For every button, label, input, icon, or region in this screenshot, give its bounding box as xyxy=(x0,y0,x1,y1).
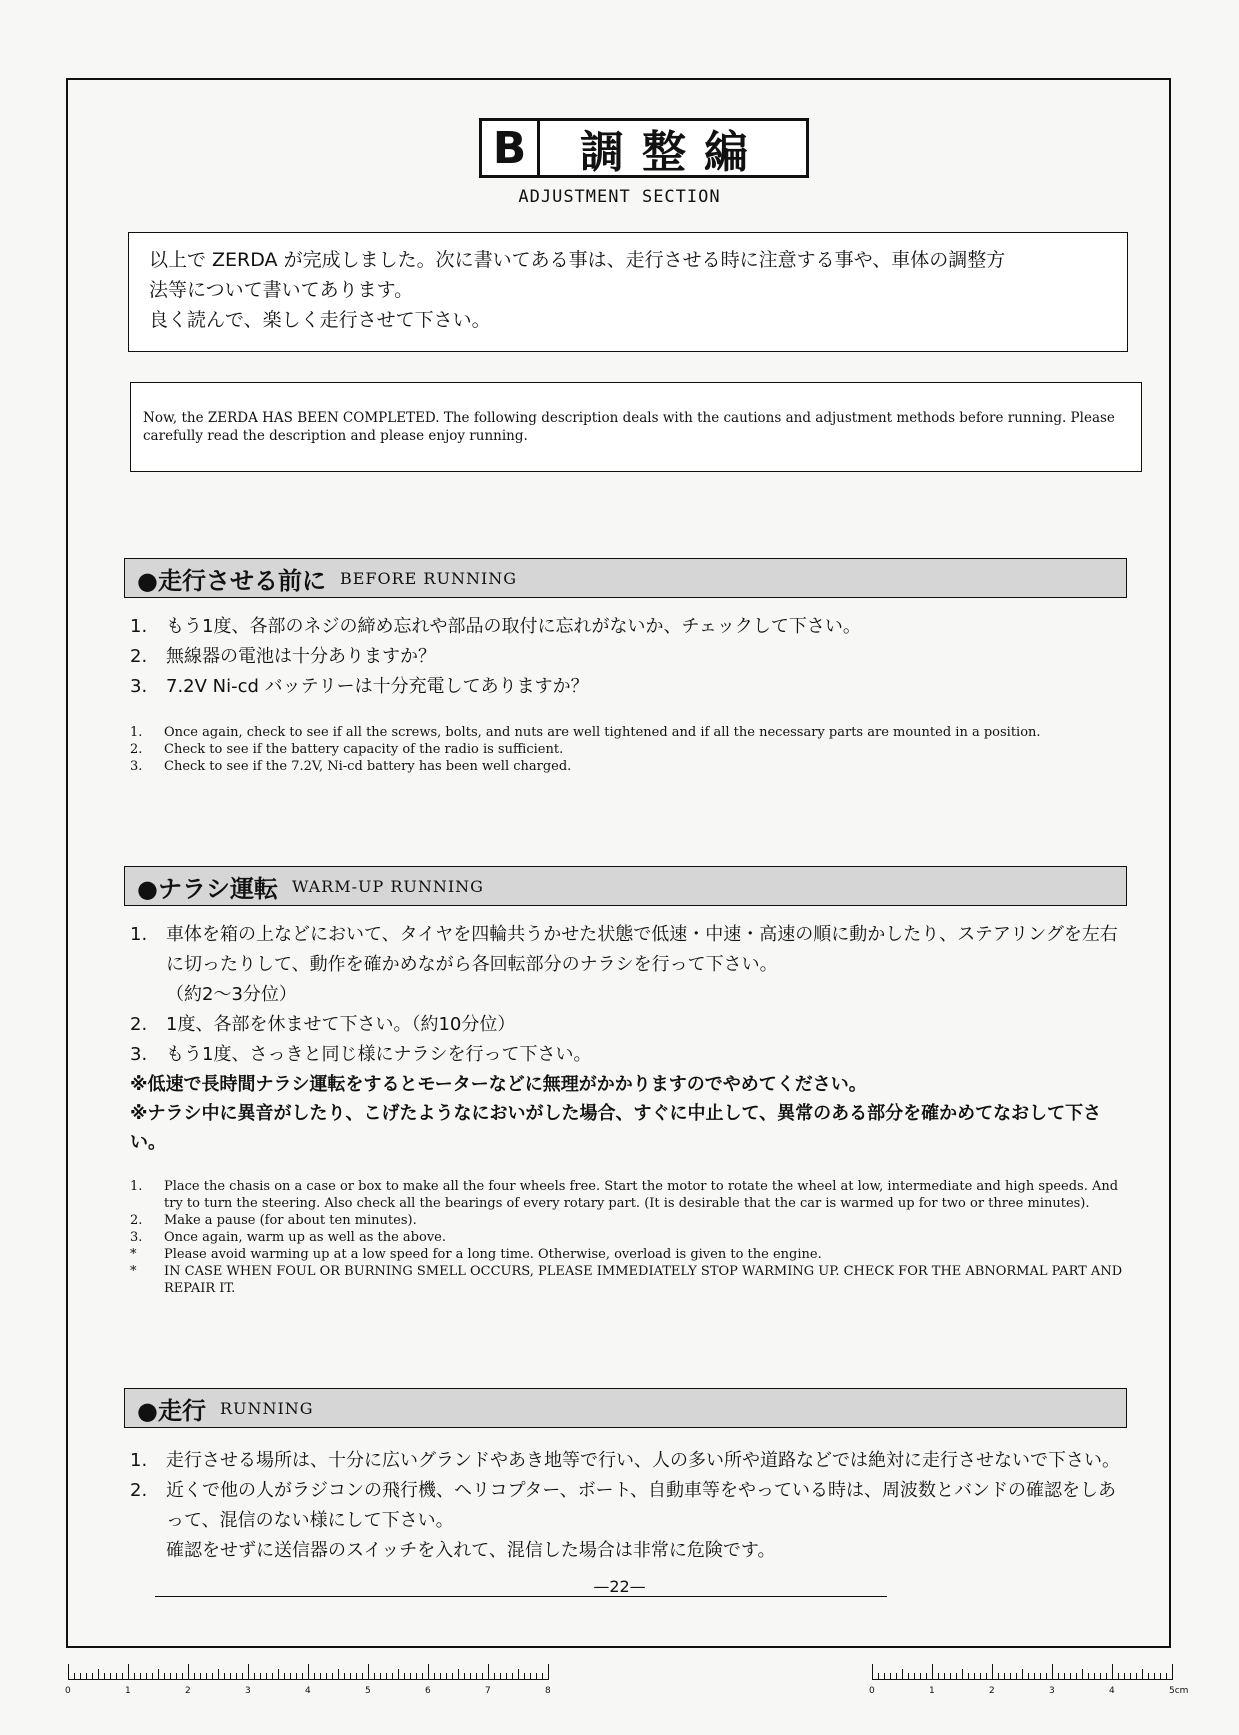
ruler-tick xyxy=(218,1669,219,1680)
list-item xyxy=(130,741,1130,758)
intro-jp-line: 良く読んで、楽しく走行させて下さい。 xyxy=(149,309,491,331)
ruler-tick xyxy=(380,1673,381,1680)
ruler-tick xyxy=(962,1669,963,1680)
ruler-tick xyxy=(1130,1673,1131,1680)
ruler-tick xyxy=(242,1673,243,1680)
section-header-jp: ●ナラシ運転 xyxy=(137,874,278,903)
ruler-label: 3 xyxy=(1049,1686,1055,1696)
ruler-tick xyxy=(512,1673,513,1680)
ruler-tick xyxy=(374,1673,375,1680)
ruler-tick xyxy=(422,1673,423,1680)
ruler-tick xyxy=(920,1673,921,1680)
section-header-en: WARM-UP RUNNING xyxy=(291,876,484,896)
ruler-right xyxy=(869,1660,1189,1696)
ruler-tick xyxy=(176,1673,177,1680)
ruler-tick xyxy=(74,1673,75,1680)
ruler-tick xyxy=(248,1664,249,1680)
item-number: 1. xyxy=(130,924,148,945)
ruler-label: 1 xyxy=(929,1686,935,1696)
ruler-tick xyxy=(488,1664,489,1680)
ruler-label: 6 xyxy=(425,1686,431,1696)
ruler-tick xyxy=(164,1673,165,1680)
item-number: 3. xyxy=(130,759,143,774)
ruler-tick xyxy=(308,1664,309,1680)
ruler-tick xyxy=(1112,1664,1113,1680)
ruler-tick xyxy=(542,1673,543,1680)
item-number: 1. xyxy=(130,616,148,637)
warm-up-jp-list xyxy=(130,920,1130,1157)
item-text: 7.2V Ni-cd バッテリーは十分充電してありますか？ xyxy=(166,676,589,697)
ruler-tick xyxy=(296,1673,297,1680)
ruler-tick xyxy=(500,1673,501,1680)
ruler-tick xyxy=(470,1673,471,1680)
intro-jp-box xyxy=(128,232,1128,352)
item-text: もう1度、さっきと同じ様にナラシを行って下さい。 xyxy=(166,1044,592,1065)
ruler-tick xyxy=(206,1673,207,1680)
ruler-tick xyxy=(260,1673,261,1680)
ruler-tick xyxy=(878,1673,879,1680)
ruler-tick xyxy=(98,1669,99,1680)
ruler-tick xyxy=(368,1664,369,1680)
ruler-tick xyxy=(908,1673,909,1680)
ruler-tick xyxy=(1082,1669,1083,1680)
ruler-tick xyxy=(290,1673,291,1680)
ruler-tick xyxy=(158,1669,159,1680)
item-text: 1度、各部を休ませて下さい。（約10分位） xyxy=(166,1014,516,1035)
list-item xyxy=(130,1263,1130,1297)
ruler-tick xyxy=(476,1673,477,1680)
ruler-tick xyxy=(230,1673,231,1680)
list-item xyxy=(130,1229,1130,1246)
ruler-tick xyxy=(950,1673,951,1680)
item-number: 1. xyxy=(130,1179,143,1194)
ruler-tick xyxy=(494,1673,495,1680)
ruler-tick xyxy=(956,1673,957,1680)
item-number: 2. xyxy=(130,1480,148,1501)
ruler-tick xyxy=(122,1673,123,1680)
list-item xyxy=(130,1476,1130,1536)
ruler-tick xyxy=(254,1673,255,1680)
section-header-en: BEFORE RUNNING xyxy=(339,568,518,588)
ruler-tick xyxy=(1064,1673,1065,1680)
ruler-tick xyxy=(464,1673,465,1680)
ruler-tick xyxy=(1136,1673,1137,1680)
item-text: Check to see if the battery capacity of the radio is sufficient. xyxy=(164,742,564,757)
warning-note: ※ナラシ中に異音がしたり、こげたようなにおいがした場合、すぐに中止して、異常のある部分を確かめてなおして下さい。 xyxy=(130,1103,1102,1153)
ruler-tick xyxy=(980,1673,981,1680)
section-header-running xyxy=(124,1388,1127,1428)
ruler-tick xyxy=(386,1673,387,1680)
ruler-tick xyxy=(170,1673,171,1680)
ruler-tick xyxy=(338,1669,339,1680)
intro-jp-line: 以上で ZERDA が完成しました。次に書いてある事は、走行させる時に注意する事や、車体の調整方 xyxy=(149,249,1006,271)
ruler-tick xyxy=(92,1673,93,1680)
item-text: 走行させる場所は、十分に広いグランドやあき地等で行い、人の多い所や道路などでは絶対に走行させないで下さい。 xyxy=(166,1450,1120,1471)
list-item xyxy=(130,612,1130,642)
ruler-tick xyxy=(314,1673,315,1680)
ruler-tick xyxy=(1052,1664,1053,1680)
list-item xyxy=(130,642,1130,672)
ruler-tick xyxy=(236,1673,237,1680)
section-subtitle: ADJUSTMENT SECTION xyxy=(518,187,721,207)
ruler-tick xyxy=(182,1673,183,1680)
item-number: 2. xyxy=(130,646,148,667)
ruler-tick xyxy=(446,1673,447,1680)
item-number: 2. xyxy=(130,1014,148,1035)
item-text: IN CASE WHEN FOUL OR BURNING SMELL OCCURS, PLEASE IMMEDIATELY STOP WARMING UP. CHECK FOR THE ABNORMAL PART AND REPAIR IT. xyxy=(164,1264,1123,1296)
ruler-tick xyxy=(326,1673,327,1680)
ruler-left xyxy=(65,1660,551,1696)
ruler-tick xyxy=(1046,1673,1047,1680)
ruler-tick xyxy=(266,1673,267,1680)
ruler-label: 0 xyxy=(869,1686,875,1696)
item-text: Once again, warm up as well as the above. xyxy=(164,1230,447,1245)
ruler-tick xyxy=(902,1669,903,1680)
list-item xyxy=(130,1178,1130,1212)
list-item xyxy=(130,1536,1130,1566)
item-text: 無線器の電池は十分ありますか？ xyxy=(166,646,436,667)
list-item xyxy=(130,980,1130,1010)
ruler-tick xyxy=(944,1673,945,1680)
ruler-tick xyxy=(1160,1673,1161,1680)
ruler-tick xyxy=(1034,1673,1035,1680)
item-text: 確認をせずに送信器のスイッチを入れて、混信した場合は非常に危険です。 xyxy=(166,1540,776,1561)
ruler-tick xyxy=(1106,1673,1107,1680)
page-number: —22— xyxy=(593,1577,646,1596)
item-number: 3. xyxy=(130,1230,143,1245)
ruler-tick xyxy=(188,1664,189,1680)
ruler-tick xyxy=(356,1673,357,1680)
ruler-tick xyxy=(200,1673,201,1680)
ruler-tick xyxy=(68,1664,69,1680)
ruler-tick xyxy=(968,1673,969,1680)
ruler-tick xyxy=(410,1673,411,1680)
item-text: もう1度、各部のネジの締め忘れや部品の取付に忘れがないか、チェックして下さい。 xyxy=(166,616,861,637)
item-number: * xyxy=(130,1264,137,1279)
ruler-tick xyxy=(1028,1673,1029,1680)
ruler-tick xyxy=(1010,1673,1011,1680)
ruler-tick xyxy=(1100,1673,1101,1680)
list-item xyxy=(130,1246,1130,1263)
list-item xyxy=(130,920,1130,980)
ruler-tick xyxy=(890,1673,891,1680)
section-header-en: RUNNING xyxy=(219,1398,314,1418)
ruler-tick xyxy=(1040,1673,1041,1680)
item-text: Once again, check to see if all the screws, bolts, and nuts are well tightened and if all the necessary parts are mounted in a position. xyxy=(164,725,1041,740)
ruler-tick xyxy=(1094,1673,1095,1680)
ruler-tick xyxy=(212,1673,213,1680)
ruler-tick xyxy=(404,1673,405,1680)
section-title-box xyxy=(479,118,809,178)
ruler-tick xyxy=(872,1664,873,1680)
ruler-tick xyxy=(302,1673,303,1680)
ruler-tick xyxy=(110,1673,111,1680)
ruler-tick xyxy=(524,1673,525,1680)
ruler-tick xyxy=(1022,1669,1023,1680)
list-item xyxy=(130,1040,1130,1070)
ruler-tick xyxy=(938,1673,939,1680)
ruler-tick xyxy=(344,1673,345,1680)
ruler-tick xyxy=(362,1673,363,1680)
ruler-tick xyxy=(1172,1664,1173,1680)
ruler-tick xyxy=(128,1664,129,1680)
emphasis-underline xyxy=(155,1596,887,1597)
ruler-tick xyxy=(974,1673,975,1680)
ruler-label: 1 xyxy=(125,1686,131,1696)
ruler-tick xyxy=(452,1673,453,1680)
before-running-en-list xyxy=(130,724,1130,775)
ruler-tick xyxy=(1148,1673,1149,1680)
ruler-tick xyxy=(80,1673,81,1680)
ruler-tick xyxy=(134,1673,135,1680)
ruler-tick xyxy=(998,1673,999,1680)
ruler-tick xyxy=(458,1669,459,1680)
item-number: 1. xyxy=(130,1450,148,1471)
list-item xyxy=(130,1010,1130,1040)
ruler-tick xyxy=(152,1673,153,1680)
ruler-tick xyxy=(506,1673,507,1680)
item-text: 近くで他の人がラジコンの飛行機、ヘリコプター、ボート、自動車等をやっている時は、周波数とバンドの確認をしあって、混信のない様にして下さい。 xyxy=(166,1480,1117,1531)
ruler-tick xyxy=(986,1673,987,1680)
ruler-label: 0 xyxy=(65,1686,71,1696)
ruler-label: 2 xyxy=(989,1686,995,1696)
ruler-tick xyxy=(140,1673,141,1680)
ruler-tick xyxy=(482,1673,483,1680)
ruler-tick xyxy=(914,1673,915,1680)
ruler-tick xyxy=(518,1669,519,1680)
intro-en-text: Now, the ZERDA HAS BEEN COMPLETED. The following description deals with the cautions and adjustment methods before running. Please carefully read the description and please enjoy running. xyxy=(143,410,1115,444)
ruler-tick xyxy=(392,1673,393,1680)
ruler-tick xyxy=(428,1664,429,1680)
ruler-label: 5 xyxy=(365,1686,371,1696)
ruler-tick xyxy=(224,1673,225,1680)
section-title-jp: 調整編 xyxy=(580,127,766,178)
ruler-label: 4 xyxy=(1109,1686,1115,1696)
list-item xyxy=(130,724,1130,741)
section-letter: B xyxy=(482,121,540,175)
running-jp-list xyxy=(130,1446,1130,1566)
ruler-label: 5cm xyxy=(1169,1686,1189,1696)
ruler-tick xyxy=(320,1673,321,1680)
ruler-tick xyxy=(530,1673,531,1680)
ruler-tick xyxy=(896,1673,897,1680)
ruler-tick xyxy=(1016,1673,1017,1680)
ruler-tick xyxy=(86,1673,87,1680)
list-item xyxy=(130,672,1130,702)
section-header-before-running xyxy=(124,558,1127,598)
ruler-label: 3 xyxy=(245,1686,251,1696)
ruler-tick xyxy=(284,1673,285,1680)
section-header-jp: ●走行 xyxy=(137,1396,206,1425)
item-number: * xyxy=(130,1247,137,1262)
ruler-tick xyxy=(1076,1673,1077,1680)
warm-up-en-list xyxy=(130,1178,1130,1297)
ruler-tick xyxy=(926,1673,927,1680)
warning-note: ※低速で長時間ナラシ運転をするとモーターなどに無理がかかりますのでやめてください。 xyxy=(130,1074,867,1095)
ruler-tick xyxy=(146,1673,147,1680)
ruler-tick xyxy=(116,1673,117,1680)
item-text: 車体を箱の上などにおいて、タイヤを四輪共うかせた状態で低速・中速・高速の順に動かしたり、ステアリングを左右に切ったりして、動作を確かめながら各回転部分のナラシを行って下さい。 xyxy=(166,924,1118,975)
item-number: 3. xyxy=(130,676,148,697)
ruler-tick xyxy=(332,1673,333,1680)
item-text: Place the chasis on a case or box to make all the four wheels free. Start the motor to rotate the wheel at low, intermediate and high speeds. And try to turn the steering. Also check all the bearings of every rotary part. (It is desirable that the car is warmed up for two or three minutes). xyxy=(164,1179,1119,1211)
ruler-tick xyxy=(884,1673,885,1680)
item-text: （約2～3分位） xyxy=(166,984,297,1005)
ruler-tick xyxy=(350,1673,351,1680)
ruler-tick xyxy=(416,1673,417,1680)
section-header-warm-up xyxy=(124,866,1127,906)
ruler-tick xyxy=(440,1673,441,1680)
ruler-tick xyxy=(1154,1673,1155,1680)
before-running-jp-list xyxy=(130,612,1130,702)
item-number: 2. xyxy=(130,742,143,757)
item-text: Make a pause (for about ten minutes). xyxy=(164,1213,417,1228)
item-number xyxy=(130,1536,166,1566)
intro-jp-line: 法等について書いてあります。 xyxy=(149,279,414,301)
ruler-tick xyxy=(536,1673,537,1680)
item-number: 1. xyxy=(130,725,143,740)
list-item xyxy=(130,1446,1130,1476)
ruler-tick xyxy=(1004,1673,1005,1680)
ruler-tick xyxy=(1070,1673,1071,1680)
ruler-tick xyxy=(1088,1673,1089,1680)
item-number xyxy=(130,980,166,1010)
ruler-tick xyxy=(1058,1673,1059,1680)
ruler-tick xyxy=(272,1673,273,1680)
ruler-tick xyxy=(1124,1673,1125,1680)
ruler-tick xyxy=(1118,1673,1119,1680)
ruler-tick xyxy=(278,1669,279,1680)
section-header-jp: ●走行させる前に xyxy=(137,566,326,595)
ruler-label: 2 xyxy=(185,1686,191,1696)
list-item xyxy=(130,1212,1130,1229)
item-number: 2. xyxy=(130,1213,143,1228)
ruler-tick xyxy=(194,1673,195,1680)
ruler-tick xyxy=(992,1664,993,1680)
list-item xyxy=(130,758,1130,775)
ruler-label: 4 xyxy=(305,1686,311,1696)
ruler-tick xyxy=(548,1664,549,1680)
ruler-tick xyxy=(932,1664,933,1680)
item-number: 3. xyxy=(130,1044,148,1065)
item-text: Please avoid warming up at a low speed for a long time. Otherwise, overload is given to the engine. xyxy=(164,1247,822,1262)
ruler-tick xyxy=(1166,1673,1167,1680)
ruler-tick xyxy=(104,1673,105,1680)
ruler-tick xyxy=(398,1669,399,1680)
ruler-tick xyxy=(1142,1669,1143,1680)
ruler-label: 7 xyxy=(485,1686,491,1696)
ruler-tick xyxy=(434,1673,435,1680)
item-text: Check to see if the 7.2V, Ni-cd battery has been well charged. xyxy=(164,759,572,774)
ruler-label: 8 xyxy=(545,1686,551,1696)
intro-en-box xyxy=(130,382,1142,472)
